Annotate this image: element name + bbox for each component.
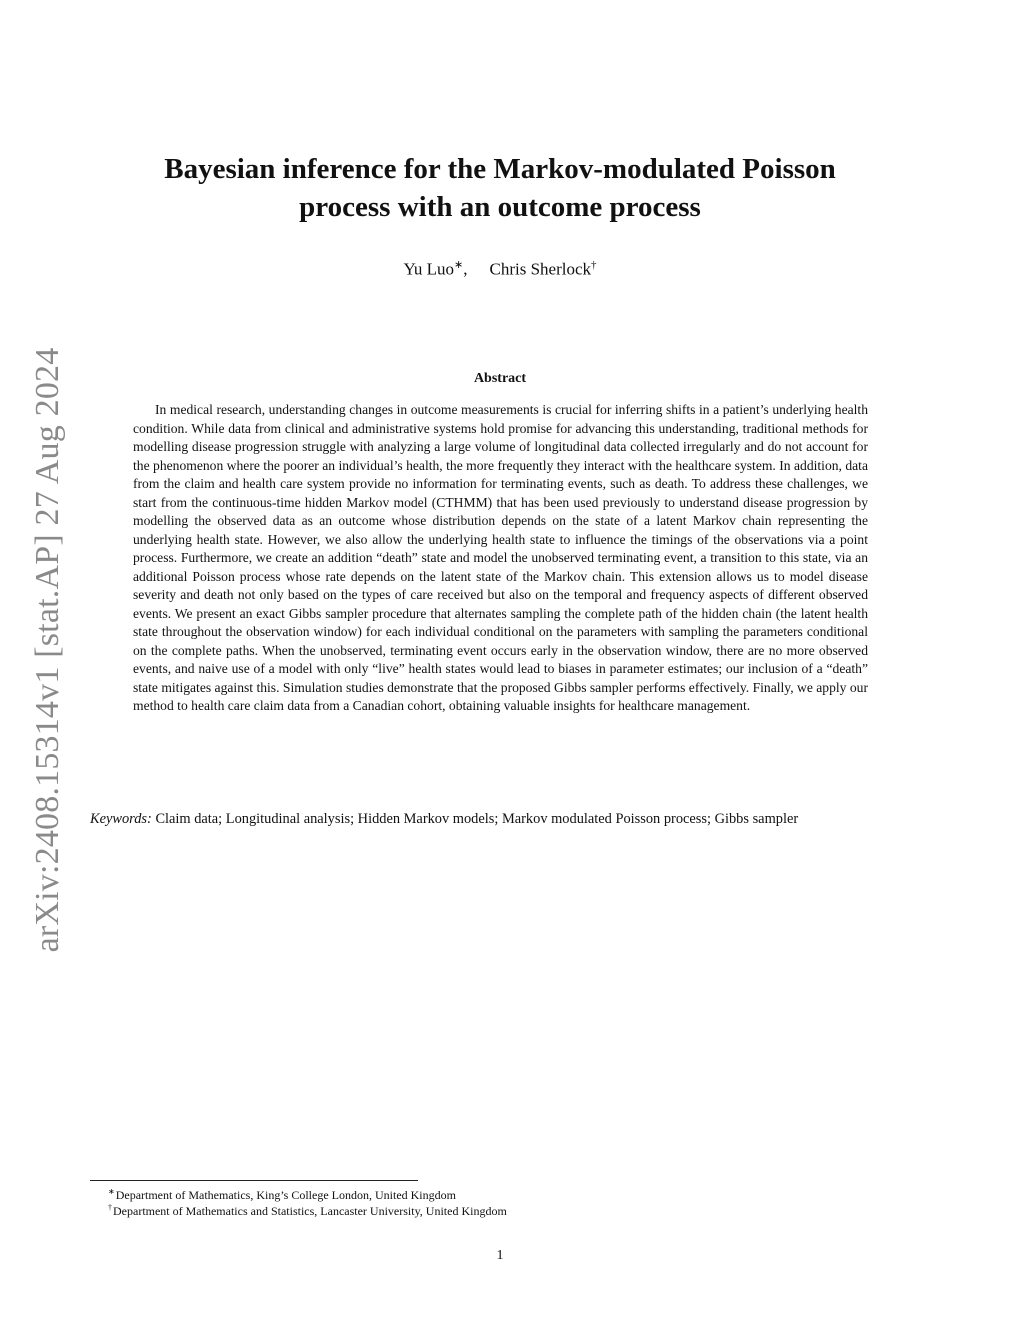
arxiv-identifier-stamp: arXiv:2408.15314v1 [stat.AP] 27 Aug 2024: [29, 347, 66, 953]
author-affiliation-mark: †: [591, 259, 597, 271]
abstract-heading: Abstract: [473, 371, 527, 386]
page-number: 1: [496, 1248, 504, 1263]
author-list: [90, 258, 910, 280]
paper-title-line-2: process with an outcome process: [299, 191, 701, 223]
footnote-text: Department of Mathematics and Statistics, Lancaster University, United Kingdom: [113, 1204, 507, 1218]
keywords-label: Keywords:: [90, 811, 152, 827]
footnote-text: Department of Mathematics, King’s College London, United Kingdom: [115, 1188, 456, 1202]
footnote-mark: ∗: [108, 1187, 115, 1196]
author-separator: ,: [463, 259, 468, 279]
author-affiliation-mark: ∗: [454, 259, 464, 271]
keywords-paragraph: [90, 809, 912, 830]
author-name: Yu Luo: [403, 259, 455, 279]
footnote-affiliation: [108, 1200, 507, 1219]
paper-title-line-1: Bayesian inference for the Markov-modulated Poisson: [164, 153, 836, 185]
keywords-list: Claim data; Longitudinal analysis; Hidden Markov models; Markov modulated Poisson process; Gibbs sampler: [155, 811, 799, 827]
author-name: Chris Sherlock: [489, 259, 592, 279]
footnote-divider: [90, 1180, 418, 1181]
abstract-text: In medical research, understanding changes in outcome measurements is crucial for inferring shifts in a patient’s underlying health condition. While data from clinical and administrative systems hold promise for advancing this understanding, traditional methods for modelling disease progression struggle with analyzing a large volume of longitudinal data collected irregularly and do not account for the phenomenon where the poorer an individual’s health, the more frequently they interact with the healthcare system. In addition, data from the claim and health care system provide no information for terminating events, such as death. To address these challenges, we start from the continuous-time hidden Markov model (CTHMM) that has been used previously to understand disease progression by modelling the observed data as an outcome whose distribution depends on the state of a latent Markov chain representing the underlying health state. However, we also allow the underlying health state to influence the timings of the observations via a point process. Furthermore, we create an addition “death” state and model the unobserved terminating event, a transition to this state, via an additional Poisson process whose rate depends on the latent state of the Markov chain. This extension allows us to model disease severity and death not only based on the types of care received but also on the temporal and frequency aspects of different observed events. We present an exact Gibbs sampler procedure that alternates sampling the complete path of the hidden chain (the latent health state throughout the observation window) for each individual conditional on the parameters with sampling the parameters conditional on the complete paths. When the unobserved, terminating event occurs early in the observation window, there are no more observed events, and naive use of a model with only “live” health states would lead to biases in parameter estimates; our inclusion of a “death” state mitigates against this. Simulation studies demonstrate that the proposed Gibbs sampler performs effectively. Finally, we apply our method to health care claim data from a Canadian cohort, obtaining valuable insights for healthcare management.: [133, 402, 868, 713]
footnote-mark: †: [108, 1203, 112, 1212]
paper-title: [90, 150, 910, 226]
